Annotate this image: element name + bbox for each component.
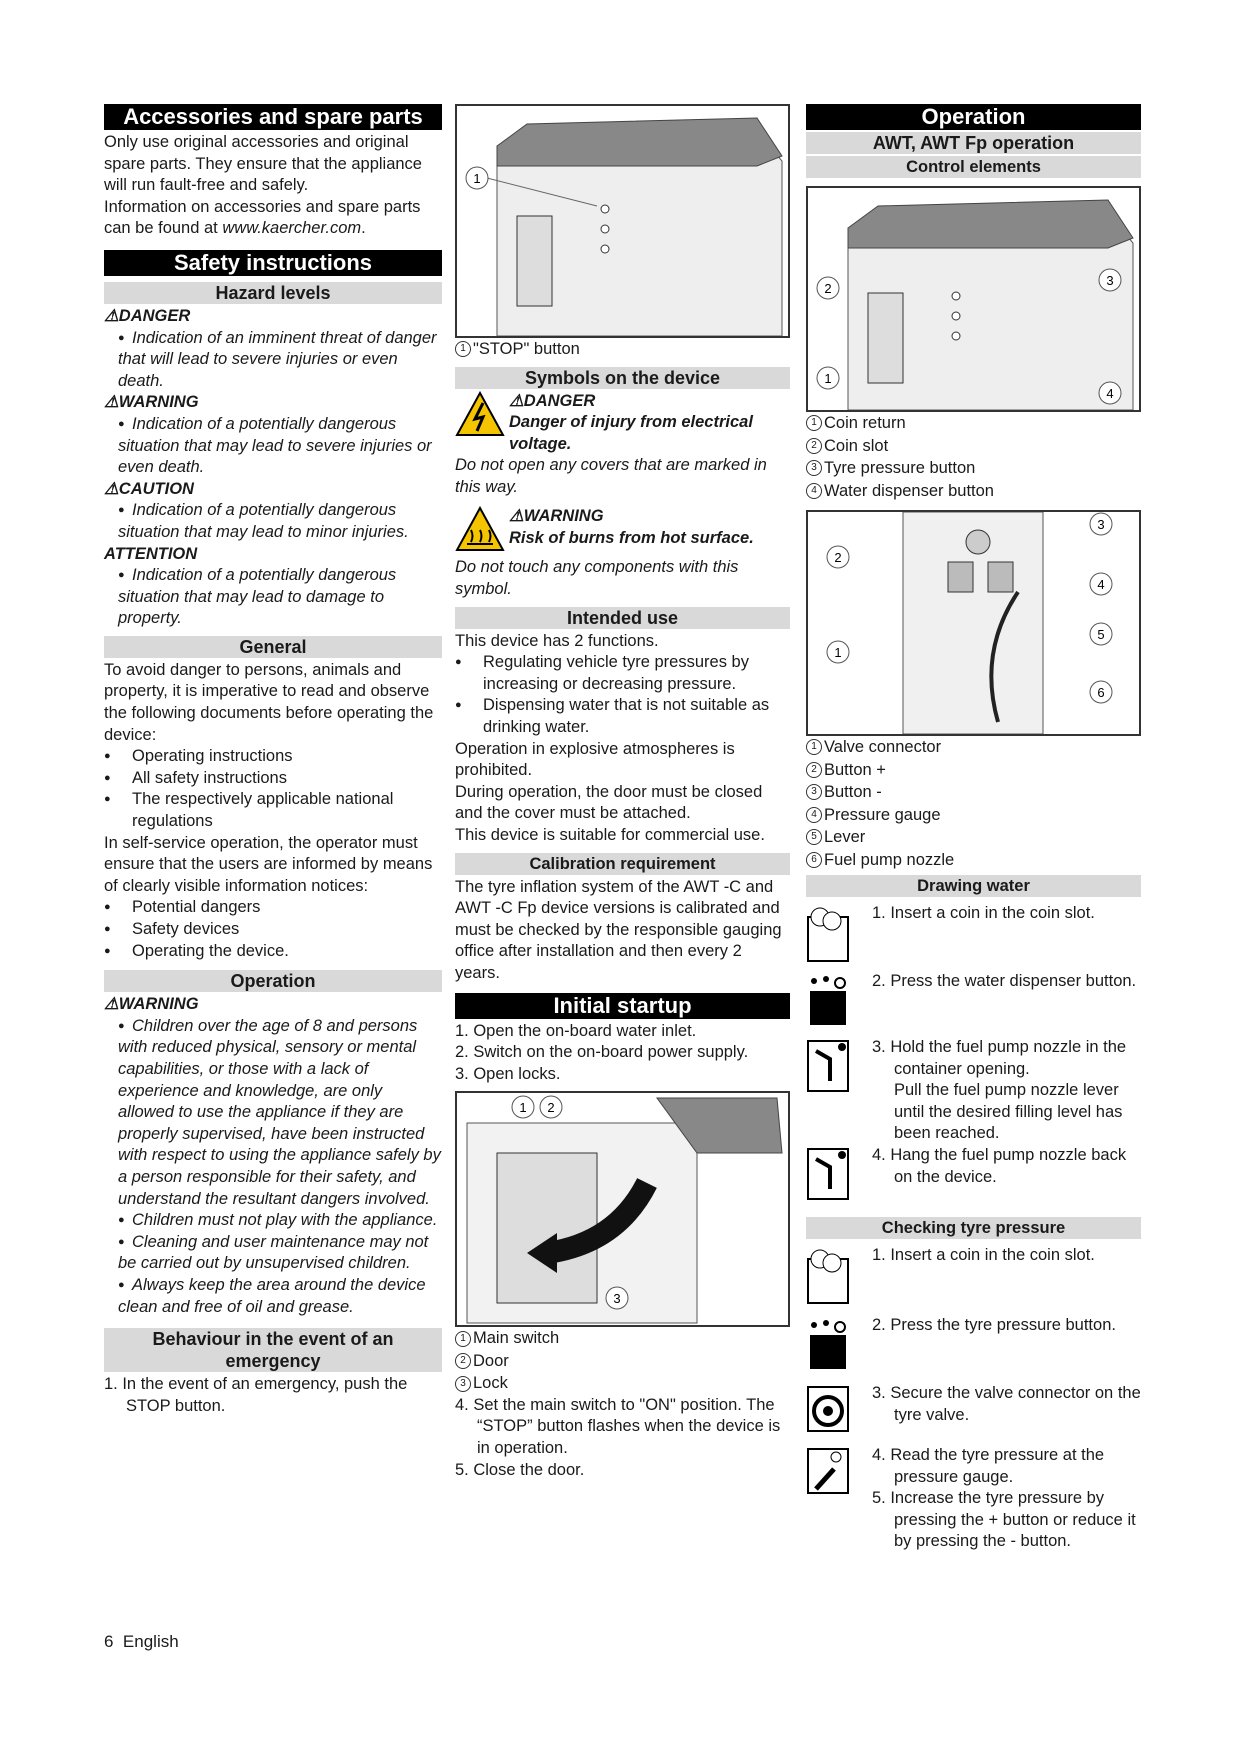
gauge-read-icon <box>806 1445 872 1500</box>
warning-triangle-icon: ⚠ <box>104 995 119 1014</box>
svg-text:1: 1 <box>519 1100 527 1116</box>
svg-text:2: 2 <box>547 1100 555 1116</box>
list-item: ● The respectively applicable national regulations <box>104 789 442 832</box>
step-row: 3. Hold the fuel pump nozzle in the container opening. Pull the fuel pump nozzle lever until the desired filling level has been reached. <box>806 1037 1141 1145</box>
emergency-heading: Behaviour in the event of an emergency <box>104 1328 442 1372</box>
legend-item: 2 Door <box>455 1350 790 1373</box>
figure-panel <box>806 510 1141 736</box>
press-button-icon <box>806 1315 872 1376</box>
svg-text:4: 4 <box>1097 577 1105 592</box>
stop-legend: 1 "STOP" button <box>455 338 790 361</box>
step-row: 3. Secure the valve connector on the tyre valve. <box>806 1383 1141 1445</box>
callout-number: 1 <box>455 341 471 357</box>
accessories-text: Only use original accessories and original spare parts. They ensure that the appliance will run fault-free and safely. <box>104 133 422 195</box>
legend-item: 1 Valve connector <box>806 736 1141 759</box>
operation-heading-main: Operation <box>806 104 1141 130</box>
legend-item: 4 Pressure gauge <box>806 804 1141 827</box>
accessories-heading: Accessories and spare parts <box>104 104 442 130</box>
list-item: ● Children must not play with the appliance. <box>104 1210 442 1232</box>
warning-text: ● Indication of a potentially dangerous situation that may lead to severe injuries or even death. <box>104 414 442 479</box>
list-item: ● Safety devices <box>104 919 442 941</box>
electric-hazard-icon <box>455 391 509 442</box>
legend-item: 1 Main switch <box>455 1327 790 1350</box>
intended-use-heading: Intended use <box>455 607 790 629</box>
svg-text:4: 4 <box>1106 386 1114 401</box>
column-right <box>806 104 1141 1553</box>
page-footer <box>104 1632 179 1652</box>
warning-label: ⚠WARNING <box>104 393 199 412</box>
step-row: 4. Read the tyre pressure at the pressure gauge. 5. Increase the tyre pressure by pressing the + button or reduce it by pressing the - button. <box>806 1445 1141 1553</box>
nozzle-icon <box>806 1037 872 1098</box>
svg-text:3: 3 <box>1106 273 1114 288</box>
list-item: ● Children over the age of 8 and persons with reduced physical, sensory or mental capabilities, or those with a lack of experience and knowledge, are only allowed to use the appliance if they are properly supervised, have been instructed with respect to using the appliance safely by a person responsible for their safety, and understand the resultant dangers involved. <box>104 1016 442 1210</box>
selfservice-text: In self-service operation, the operator must ensure that the users are informed by means of clearly visible information notices: <box>104 833 433 895</box>
list-item: ● All safety instructions <box>104 768 442 790</box>
language-label: English <box>122 1632 179 1651</box>
figure-stop-button <box>455 104 790 338</box>
symbol-danger: ⚠DANGER Danger of injury from electrical voltage. <box>455 391 790 456</box>
svg-text:1: 1 <box>824 371 832 386</box>
step-row: 1. Insert a coin in the coin slot. <box>806 1245 1141 1315</box>
list-item: ● Operating the device. <box>104 941 442 963</box>
symbol-warning: ⚠WARNING Risk of burns from hot surface. <box>455 506 790 557</box>
legend-item: 3 Lock <box>455 1372 790 1395</box>
column-left <box>104 104 442 1417</box>
calibration-heading: Calibration requirement <box>455 853 790 875</box>
danger-text: ● Indication of an imminent threat of danger that will lead to severe injuries or even death. <box>104 328 442 393</box>
device-door-illustration <box>457 1093 790 1325</box>
tyre-valve-icon <box>806 1383 872 1438</box>
coin-icon <box>806 1245 872 1310</box>
device-illustration <box>457 106 790 336</box>
list-item: ● Dispensing water that is not suitable as drinking water. <box>455 695 790 738</box>
attention-text: ● Indication of a potentially dangerous situation that may lead to damage to property. <box>104 565 442 630</box>
legend-item: 2 Button + <box>806 759 1141 782</box>
legend-item: 3 Button - <box>806 781 1141 804</box>
hot-surface-icon <box>455 506 509 557</box>
operation-heading: Operation <box>104 970 442 992</box>
caution-label: ⚠CAUTION <box>104 479 194 498</box>
list-item: ● Potential dangers <box>104 897 442 919</box>
kaercher-link[interactable]: www.kaercher.com <box>222 219 362 238</box>
legend-item: 2 Coin slot <box>806 435 1141 458</box>
svg-text:2: 2 <box>824 281 832 296</box>
initial-startup-heading: Initial startup <box>455 993 790 1019</box>
coin-icon <box>806 903 872 968</box>
svg-text:2: 2 <box>834 550 842 565</box>
list-item: ● Cleaning and user maintenance may not be carried out by unsupervised children. <box>104 1232 442 1275</box>
danger-label: ⚠DANGER <box>104 306 191 325</box>
general-heading: General <box>104 636 442 658</box>
symbols-heading: Symbols on the device <box>455 367 790 389</box>
list-item: ● Always keep the area around the device clean and free of oil and grease. <box>104 1275 442 1318</box>
warning-triangle-icon: ⚠ <box>104 393 119 412</box>
panel-illustration <box>808 512 1141 734</box>
step-row: 2. Press the tyre pressure button. <box>806 1315 1141 1383</box>
list-item: ● Operating instructions <box>104 746 442 768</box>
column-middle: 1 1 "STOP" button Symbols on the device ⚠DANGER Danger of injury from electrical voltage. Do not open any covers that are marked in this way. ⚠WARNING Risk of burns from hot surface. Do not touch any components with this symbol. Intended use This device has 2 functions. ● Regulating vehicle tyre pressures by increasing or decreasing pressure. ● Dispensing water that is not suitable as drinking water. Operation in explosive atmospheres is prohibited. During operation, the door must be closed and the cover must be attached. This device is suitable for commercial use. Calibration requirement The tyre inflation system of the AWT -C and AWT -C Fp device versions is calibrated and must be checked by the responsible gauging office after installation and then every 2 years. Initial startup 1. Open the on-board water inlet. 2. Switch on the on-board power supply. 3. Open locks. 1 2 3 1 Main switch 2 Door 3 Lock 4. Set the main switch to "ON" position. The “STOP” button flashes when the device is in operation. 5. Close the door. <box>455 104 790 1481</box>
figure-startup <box>455 1091 790 1327</box>
op-warning-label: ⚠WARNING <box>104 995 199 1014</box>
warning-triangle-icon: ⚠ <box>104 479 119 498</box>
svg-text:3: 3 <box>613 1291 621 1307</box>
legend-item: 1 Coin return <box>806 412 1141 435</box>
device-top-illustration <box>808 188 1141 410</box>
step-row: 1. Insert a coin in the coin slot. <box>806 903 1141 971</box>
sym-danger-text: Do not open any covers that are marked in this way. <box>455 456 767 496</box>
list-item: ● Regulating vehicle tyre pressures by increasing or decreasing pressure. <box>455 652 790 695</box>
control-elements-heading: Control elements <box>806 156 1141 178</box>
figure-control-elements <box>806 186 1141 412</box>
step-row: 2. Press the water dispenser button. <box>806 971 1141 1037</box>
attention-label: ATTENTION <box>104 544 198 563</box>
tyre-pressure-heading: Checking tyre pressure <box>806 1217 1141 1239</box>
svg-text:5: 5 <box>1097 627 1105 642</box>
warning-triangle-icon: ⚠ <box>104 306 119 325</box>
hazard-levels-heading: Hazard levels <box>104 282 442 304</box>
warning-triangle-icon: ⚠ <box>509 391 524 410</box>
general-text: To avoid danger to persons, animals and property, it is imperative to read and observe the following documents before operating the device: <box>104 660 434 744</box>
step-row: 4. Hang the fuel pump nozzle back on the device. <box>806 1145 1141 1211</box>
accessories-link-line: Information on accessories and spare parts can be found at www.kaercher.com. <box>104 197 421 238</box>
legend-item: 3 Tyre pressure button <box>806 457 1141 480</box>
svg-text:1: 1 <box>834 645 842 660</box>
hang-nozzle-icon <box>806 1145 872 1206</box>
svg-text:6: 6 <box>1097 685 1105 700</box>
emergency-step: 1. In the event of an emergency, push the STOP button. <box>104 1375 408 1415</box>
legend-item: 6 Fuel pump nozzle <box>806 849 1141 872</box>
safety-heading: Safety instructions <box>104 250 442 276</box>
caution-text: ● Indication of a potentially dangerous situation that may lead to minor injuries. <box>104 500 442 543</box>
awt-heading: AWT, AWT Fp operation <box>806 132 1141 154</box>
svg-text:3: 3 <box>1097 517 1105 532</box>
sym-warning-text: Do not touch any components with this symbol. <box>455 558 739 599</box>
page-number: 6 <box>104 1632 114 1651</box>
legend-item: 4 Water dispenser button <box>806 480 1141 503</box>
press-button-icon <box>806 971 872 1032</box>
warning-triangle-icon: ⚠ <box>509 507 524 526</box>
callout-number: 1 <box>473 171 481 186</box>
legend-item: 5 Lever <box>806 826 1141 849</box>
drawing-water-heading: Drawing water <box>806 875 1141 897</box>
